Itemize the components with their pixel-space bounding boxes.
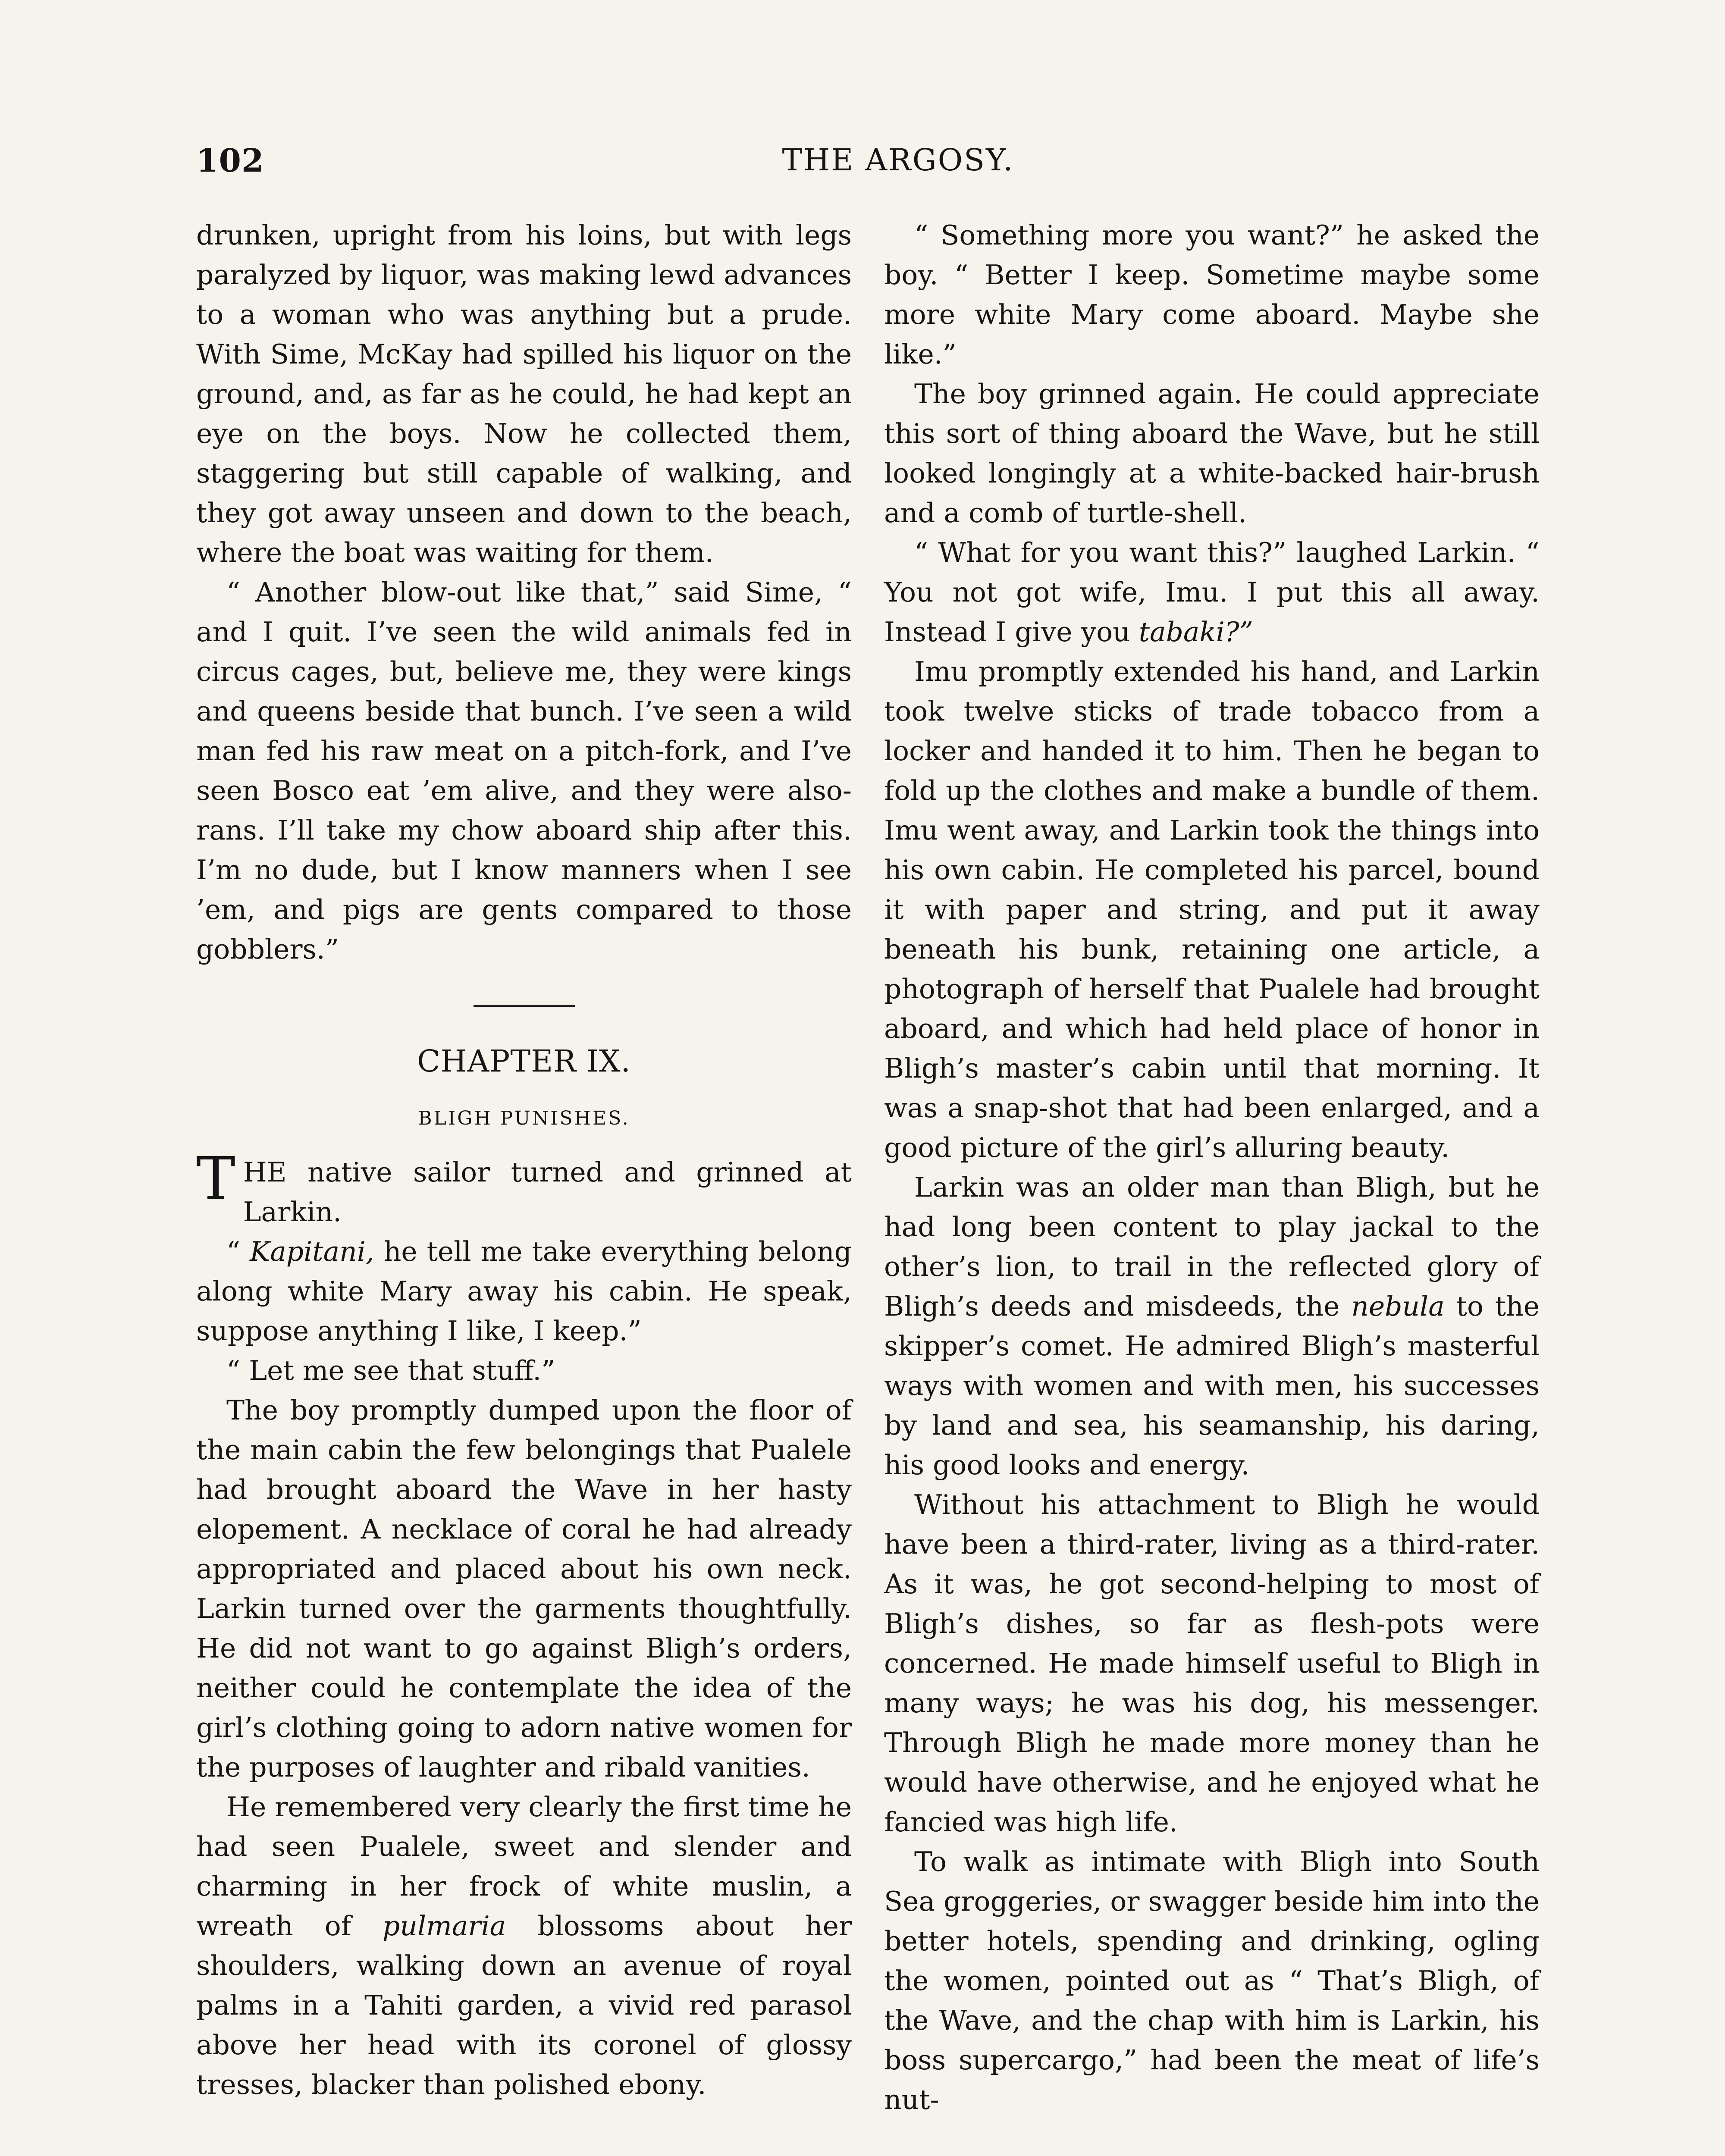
section-divider xyxy=(474,1005,575,1007)
drop-cap: T xyxy=(196,1145,235,1213)
paragraph: Without his attachment to Bligh he would have been a third-rater, living as a third-rater. As it was, he got second-helping to most of Bligh’s dishes, so far as flesh-pots were concerned. He made himself useful to Bligh in many ways; he was his dog, his messenger. Through Bligh he made more money than he would have otherwise, and he enjoyed what he fancied was high life. xyxy=(884,1489,1540,1838)
paragraph xyxy=(196,1145,852,1232)
italic-word: pulmaria xyxy=(383,1910,506,1942)
paragraph: The boy promptly dumped upon the floor of the main cabin the few belongings that Pualele had brought aboard the Wave in her hasty elopement. A necklace of coral he had already appropriated and placed about his own neck. Larkin turned over the garments thoughtfully. He did not want to go against Bligh’s orders, neither could he contemplate the idea of the girl’s clothing going to adorn native women for the purposes of laughter and ribald vanities. xyxy=(196,1395,852,1783)
paragraph: “ Another blow-out like that,” said Sime, “ and I quit. I’ve seen the wild animals fed in circus cages, but, believe me, they were kings and queens beside that bunch. I’ve seen a wild man fed his raw meat on a pitch-fork, and I’ve seen Bosco eat ’em alive, and they were also-rans. I’ll take my chow aboard ship after this. I’m no dude, but I know manners when I see ’em, and pigs are gents compared to those gobblers.” xyxy=(196,577,852,965)
paragraph xyxy=(884,1168,1540,1485)
paragraph-text: to the skipper’s comet. He admired Bligh’s masterful ways with women and with men, his successes by land and sea, his seamanship, his daring, his good looks and energy. xyxy=(884,1291,1540,1481)
quote-mark: “ xyxy=(226,1236,241,1267)
paragraph xyxy=(196,1232,852,1351)
right-column xyxy=(884,216,1540,2120)
paragraph xyxy=(196,1787,852,2105)
paragraph xyxy=(884,533,1540,652)
paragraph-text: “ What for you want this?” laughed Larkin. “ You not got wife, Imu. I put this all away. Instead I give you xyxy=(884,537,1540,648)
italic-word: tabaki?” xyxy=(1138,616,1253,648)
paragraph-text: Larkin was an older man than Bligh, but he had long been content to play jackal to the other’s lion, to trail in the reflected glory of Bligh’s deeds and misdeeds, the xyxy=(884,1172,1540,1322)
paragraph-text: blossoms about her shoulders, walking down an avenue of royal palms in a Tahiti garden, a vivid red parasol above her head with its coronel of glossy tresses, blacker than polished ebony. xyxy=(196,1910,852,2100)
paragraph: To walk as intimate with Bligh into South Sea groggeries, or swagger beside him into the better hotels, spending and drinking, ogling the women, pointed out as “ That’s Bligh, of the Wave, and the chap with him is Larkin, his boss supercargo,” had been the meat of life’s nut- xyxy=(884,1846,1540,2115)
paragraph: Imu promptly extended his hand, and Larkin took twelve sticks of trade tobacco from a locker and handed it to him. Then he began to fold up the clothes and make a bundle of them. Imu went away, and Larkin took the things into his own cabin. He completed his parcel, bound it with paper and string, and put it away beneath his bunk, retaining one article, a photograph of herself that Pualele had brought aboard, and which had held place of honor in Bligh’s master’s cabin until that morning. It was a snap-shot that had been enlarged, and a good picture of the girl’s alluring beauty. xyxy=(884,656,1540,1163)
paragraph: The boy grinned again. He could appreciate this sort of thing aboard the Wave, but he still looked longingly at a white-backed hair-brush and a comb of turtle-shell. xyxy=(884,378,1540,529)
italic-word: nebula xyxy=(1351,1291,1445,1322)
paragraph: “ Let me see that stuff.” xyxy=(226,1355,555,1386)
chapter-subtitle: BLIGH PUNISHES. xyxy=(418,1107,630,1129)
chapter-title: CHAPTER IX. xyxy=(417,1044,631,1079)
left-column xyxy=(196,216,852,2105)
paragraph-text: he tell me take everything belong along white Mary away his cabin. He speak, suppose anything I like, I keep.” xyxy=(196,1236,852,1347)
page-header xyxy=(196,142,1540,194)
paragraph: “ Something more you want?” he asked the boy. “ Better I keep. Sometime maybe some more white Mary come aboard. Maybe she like.” xyxy=(884,219,1540,370)
paragraph-text: HE native sailor turned and grinned at Larkin. xyxy=(243,1156,852,1228)
paragraph: drunken, upright from his loins, but with legs paralyzed by liquor, was making lewd advances to a woman who was anything but a prude. With Sime, McKay had spilled his liquor on the ground, and, as far as he could, he had kept an eye on the boys. Now he collected them, staggering but still capable of walking, and they got away unseen and down to the beach, where the boat was waiting for them. xyxy=(196,219,852,568)
italic-word: Kapitani, xyxy=(250,1236,374,1267)
page-number: 102 xyxy=(196,142,264,179)
paragraph-text: He remembered very clearly the first time he had seen Pualele, sweet and slender and charming in her frock of white muslin, a wreath of xyxy=(196,1791,852,1942)
running-head: THE ARGOSY. xyxy=(782,142,1014,178)
